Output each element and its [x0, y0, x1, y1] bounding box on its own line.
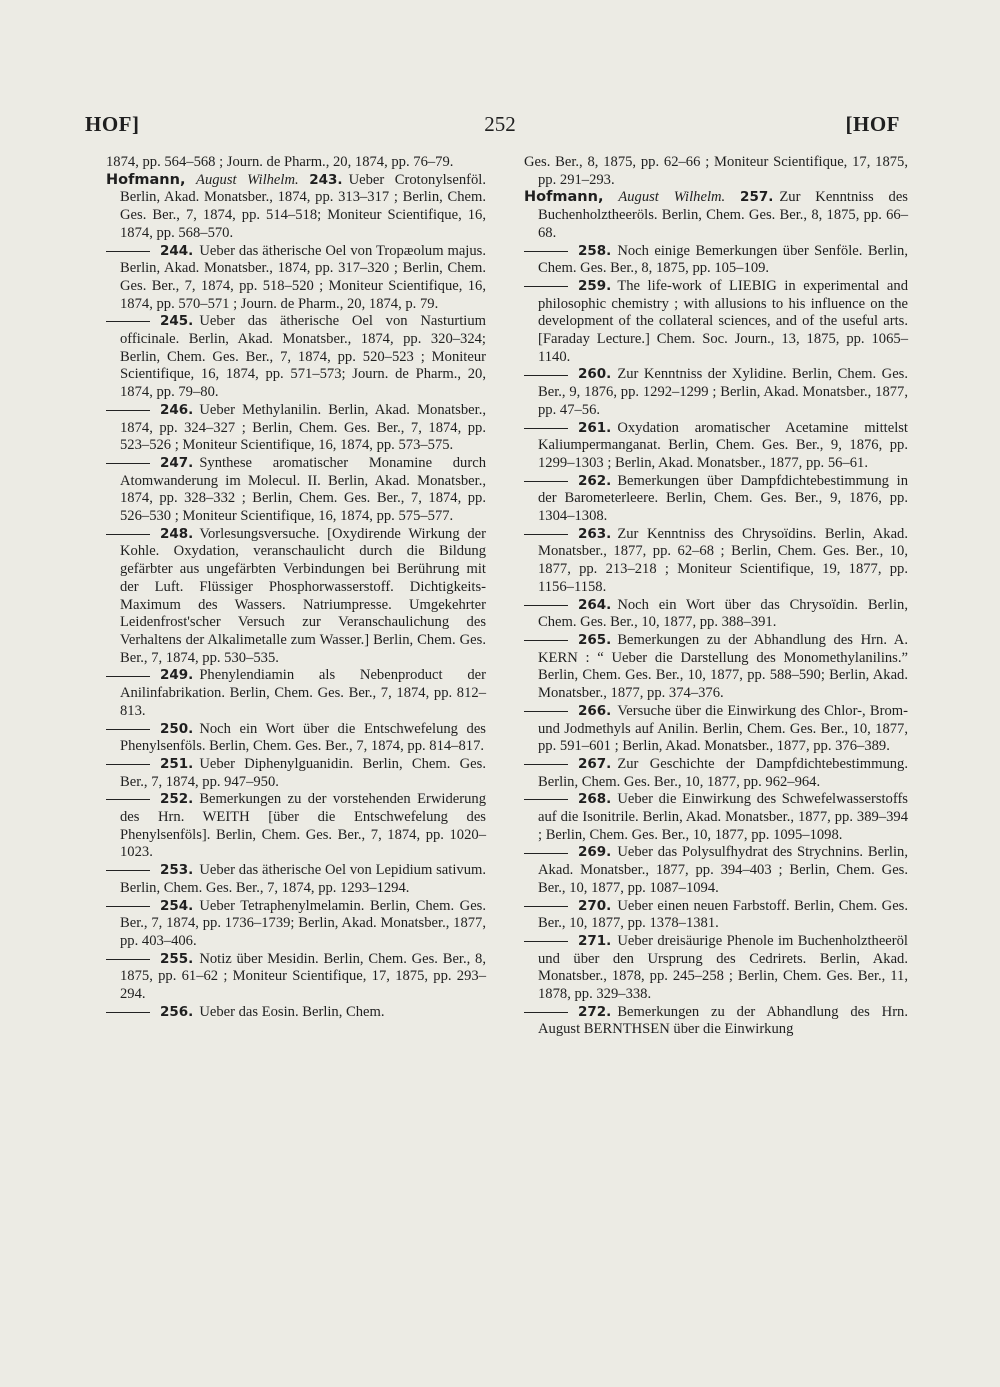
entry-number: 270. — [578, 897, 612, 914]
ditto-dash — [106, 321, 150, 322]
bibliography-entry — [106, 862, 486, 897]
left-column — [106, 154, 486, 1021]
entry-text: The life-work of LIEBIG in experimental and philosophic chemistry ; with allusions to his influence on the development of the collateral sciences, and of the useful arts. [Faraday Lecture.] Chem. Soc. Journ., 13, 1875, pp. 1065–1140. — [538, 277, 908, 365]
entry-text: Ueber das Polysulfhydrat des Strychnins. Berlin, Akad. Monatsber., 1877, pp. 394–403 ; Berlin, Chem. Ges. Ber., 10, 1877, pp. 1087–1094. — [538, 844, 908, 896]
bibliography-entry — [106, 898, 486, 951]
entry-number: 268. — [578, 791, 612, 808]
ditto-dash — [524, 605, 568, 606]
ditto-dash — [106, 251, 150, 252]
entry-text: Ueber das ätherische Oel von Lepidium sativum. Berlin, Chem. Ges. Ber., 7, 1874, pp. 1293–1294. — [120, 862, 486, 896]
entry-text: Bemerkungen über Dampfdichtebestimmung in der Barometerleere. Berlin, Chem. Ges. Ber., 9, 1876, pp. 1304–1308. — [538, 472, 908, 525]
entry-number: 248. — [160, 525, 194, 542]
bibliography-entry — [524, 632, 908, 703]
ditto-dash — [106, 534, 150, 535]
bibliography-entry — [524, 1004, 908, 1039]
bibliography-entry — [524, 844, 908, 897]
ditto-dash — [524, 428, 568, 429]
entry-text: Noch ein Wort über die Entschwefelung des Phenylsenföls. Berlin, Chem. Ges. Ber., 7, 1874, pp. 814–817. — [120, 720, 486, 755]
entry-text: Bemerkungen zu der Abhandlung des Hrn. A. KERN : “ Ueber die Darstellung des Monomethylanilins.” Berlin, Chem. Ges. Ber., 10, 1877, pp. 588–590; Berlin, Akad. Monatsber., 1877, pp. 374–376. — [538, 631, 908, 702]
entry-number: 244. — [160, 242, 194, 259]
continued-entry: 1874, pp. 564–568 ; Journ. de Pharm., 20, 1874, pp. 76–79. — [106, 154, 454, 170]
ditto-dash — [524, 1012, 568, 1013]
entry-text: Versuche über die Einwirkung des Chlor-, Brom- und Jodmethyls auf Anilin. Berlin, Chem. Ges. Ber., 10, 1877, pp. 591–601 ; Berlin, Akad. Monatsber., 1877, pp. 376–389. — [538, 702, 908, 755]
ditto-dash — [106, 870, 150, 871]
entry-text: Zur Geschichte der Dampfdichtebestimmung. Berlin, Chem. Ges. Ber., 10, 1877, pp. 962–964. — [538, 755, 908, 790]
bibliography-entry — [106, 243, 486, 314]
bibliography-entry — [524, 473, 908, 526]
ditto-dash — [524, 941, 568, 942]
bibliography-entry — [524, 420, 908, 473]
bibliography-entry — [524, 526, 908, 597]
entry-text: Noch ein Wort über das Chrysoïdin. Berlin, Chem. Ges. Ber., 10, 1877, pp. 388–391. — [538, 596, 908, 631]
entry-number: 263. — [578, 525, 612, 542]
left-entry-list — [106, 243, 486, 1022]
ditto-dash — [524, 799, 568, 800]
entry-text: Ueber Tetraphenylmelamin. Berlin, Chem. Ges. Ber., 7, 1874, pp. 1736–1739; Berlin, Akad. Monatsber., 1877, pp. 403–406. — [120, 897, 486, 949]
author-given-name: August Wilhelm. — [196, 171, 299, 188]
running-head-left: HOF] — [85, 112, 140, 136]
bibliography-entry — [524, 366, 908, 419]
entry-number: 272. — [578, 1003, 612, 1020]
entry-text: Zur Kenntniss des Chrysoïdins. Berlin, Akad. Monatsber., 1877, pp. 62–68 ; Berlin, Chem. Ges. Ber., 10, 1877, pp. 213–218 ; Moniteur Scientifique, 19, 1877, pp. 1156–1158. — [538, 525, 908, 595]
entry-number: 255. — [160, 950, 194, 967]
bibliography-entry — [524, 703, 908, 756]
ditto-dash — [106, 729, 150, 730]
bibliography-entry — [106, 313, 486, 402]
ditto-dash — [106, 764, 150, 765]
bibliography-entry — [524, 933, 908, 1004]
bibliography-entry — [106, 951, 486, 1004]
entry-text: Noch einige Bemerkungen über Senföle. Berlin, Chem. Ges. Ber., 8, 1875, pp. 105–109. — [538, 242, 908, 277]
author-surname: Hofmann, — [524, 189, 604, 206]
entry-number: 249. — [160, 667, 194, 684]
continued-entry: Ges. Ber., 8, 1875, pp. 62–66 ; Moniteur Scientifique, 17, 1875, pp. 291–293. — [524, 154, 908, 188]
entry-text: Ueber Diphenylguanidin. Berlin, Chem. Ges. Ber., 7, 1874, pp. 947–950. — [120, 755, 486, 790]
bibliography-entry — [106, 1004, 486, 1022]
entry-text: Oxydation aromatischer Acetamine mittelst Kaliumpermanganat. Berlin, Chem. Ges. Ber., 9, 1876, pp. 1299–1303 ; Berlin, Akad. Monatsber., 1877, pp. 56–61. — [538, 419, 908, 471]
entry-text: Ueber die Einwirkung des Schwefelwasserstoffs auf die Isonitrile. Berlin, Akad. Monatsber., 1877, pp. 389–394 ; Berlin, Chem. Ges. Ber., 10, 1877, pp. 1095–1098. — [538, 791, 908, 843]
entry-number: 247. — [160, 454, 194, 471]
entry-number: 253. — [160, 862, 194, 879]
bibliography-entry — [106, 791, 486, 862]
bibliography-entry — [524, 898, 908, 933]
ditto-dash — [524, 481, 568, 482]
bibliography-entry — [106, 721, 486, 756]
entry-number: 257. — [740, 189, 774, 206]
bibliography-entry — [106, 667, 486, 720]
entry-number: 256. — [160, 1003, 194, 1020]
page-number: 252 — [484, 112, 516, 136]
entry-number: 262. — [578, 472, 612, 489]
entry-number: 245. — [160, 313, 194, 330]
ditto-dash — [524, 286, 568, 287]
entry-number: 258. — [578, 242, 612, 259]
entry-text: Zur Kenntniss der Xylidine. Berlin, Chem. Ges. Ber., 9, 1876, pp. 1292–1299 ; Berlin, Akad. Monatsber., 1877, pp. 47–56. — [538, 366, 908, 418]
ditto-dash — [106, 1012, 150, 1013]
entry-text: Bemerkungen zu der Abhandlung des Hrn. August BERNTHSEN über die Einwirkung — [538, 1003, 908, 1038]
entry-number: 267. — [578, 755, 612, 772]
ditto-dash — [524, 711, 568, 712]
entry-text: Ueber das ätherische Oel von Tropæolum majus. Berlin, Akad. Monatsber., 1874, pp. 317–320 ; Berlin, Chem. Ges. Ber., 7, 1874, pp. 518–520 ; Moniteur Scientifique, 16, 1874, pp. 570–571 ; Journ. de Pharm., 20, 1874, p. 79. — [120, 242, 486, 312]
entry-text: Ueber das Eosin. Berlin, Chem. — [199, 1003, 385, 1020]
entry-number: 254. — [160, 897, 194, 914]
bibliography-entry — [524, 756, 908, 791]
ditto-dash — [106, 799, 150, 800]
ditto-dash — [524, 906, 568, 907]
bibliography-entry — [524, 791, 908, 844]
entry-text: Vorlesungsversuche. [Oxydirende Wirkung der Kohle. Oxydation, veranschaulicht durch die Bildung gefärbter aus ungefärbten Verbindungen bei Berührung mit der Luft. Flüssiger Phosphorwasserstoff. Dichtigkeits-Maximum des Wassers. Natriumpresse. Umgekehrter Leidenfrost'scher Versuch zur Veranschaulichung des Verhaltens der Alkalimetalle zum Wasser.] Berlin, Chem. Ges. Ber., 7, 1874, pp. 530–535. — [120, 525, 486, 666]
entry-text: Synthese aromatischer Monamine durch Atomwanderung im Molecul. II. Berlin, Akad. Monatsber., 1874, pp. 328–332 ; Berlin, Chem. Ges. Ber., 7, 1874, pp. 526–530 ; Moniteur Scientifique, 16, 1874, pp. 575–577. — [120, 454, 486, 525]
entry-number: 246. — [160, 401, 194, 418]
entry-text: Ueber das ätherische Oel von Nasturtium officinale. Berlin, Akad. Monatsber., 1874, pp. 320–324; Berlin, Chem. Ges. Ber., 7, 1874, pp. 520–523 ; Moniteur Scientifique, 16, 1874, pp. 571–573; Journ. de Pharm., 20, 1874, pp. 79–80. — [120, 313, 486, 401]
ditto-dash — [524, 375, 568, 376]
ditto-dash — [524, 534, 568, 535]
entry-text: Bemerkungen zu der vorstehenden Erwiderung des Hrn. WEITH [über die Entschwefelung des Phenylsenföls]. Berlin, Chem. Ges. Ber., 7, 1874, pp. 1020–1023. — [120, 791, 486, 861]
ditto-dash — [106, 906, 150, 907]
entry-number: 260. — [578, 366, 612, 383]
author-surname: Hofmann, — [106, 171, 186, 188]
entry-text: Ueber Methylanilin. Berlin, Akad. Monatsber., 1874, pp. 324–327 ; Berlin, Chem. Ges. Ber., 7, 1874, pp. 523–526 ; Moniteur Scientifique, 16, 1874, pp. 573–575. — [120, 401, 486, 454]
entry-text: Zur Kenntniss des Buchenholztheeröls. Berlin, Chem. Ges. Ber., 8, 1875, pp. 66–68. — [538, 189, 908, 241]
author-entry — [524, 189, 908, 242]
bibliography-entry — [524, 278, 908, 367]
right-entry-list — [524, 243, 908, 1040]
entry-number: 251. — [160, 755, 194, 772]
author-given-name: August Wilhelm. — [618, 189, 726, 206]
entry-number: 261. — [578, 419, 612, 436]
entry-text: Ueber Crotonylsenföl. Berlin, Akad. Monatsber., 1874, pp. 313–317 ; Berlin, Chem. Ges. Ber., 7, 1874, pp. 514–518; Moniteur Scientifique, 16, 1874, pp. 568–570. — [120, 171, 486, 241]
bibliography-entry — [106, 756, 486, 791]
ditto-dash — [106, 676, 150, 677]
bibliography-entry — [106, 455, 486, 526]
bibliography-entry — [106, 526, 486, 668]
entry-number: 252. — [160, 791, 194, 808]
bibliography-entry — [524, 597, 908, 632]
ditto-dash — [106, 463, 150, 464]
entry-number: 265. — [578, 631, 612, 648]
entry-text: Phenylendiamin als Nebenproduct der Anilinfabrikation. Berlin, Chem. Ges. Ber., 7, 1874, pp. 812–813. — [120, 667, 486, 719]
bibliography-entry — [524, 243, 908, 278]
entry-number: 271. — [578, 932, 612, 949]
author-entry — [106, 172, 486, 243]
ditto-dash — [106, 959, 150, 960]
ditto-dash — [524, 251, 568, 252]
running-head-right: [HOF — [845, 112, 900, 136]
bibliography-entry — [106, 402, 486, 455]
entry-text: Notiz über Mesidin. Berlin, Chem. Ges. Ber., 8, 1875, pp. 61–62 ; Moniteur Scientifique, 17, 1875, pp. 293–294. — [120, 950, 486, 1003]
entry-number: 266. — [578, 702, 612, 719]
ditto-dash — [524, 640, 568, 641]
entry-number: 259. — [578, 277, 612, 294]
entry-number: 250. — [160, 720, 194, 737]
entry-number: 243. — [309, 171, 343, 188]
right-column — [524, 154, 908, 1039]
entry-number: 269. — [578, 844, 612, 861]
ditto-dash — [106, 410, 150, 411]
entry-number: 264. — [578, 596, 612, 613]
ditto-dash — [524, 764, 568, 765]
entry-text: Ueber einen neuen Farbstoff. Berlin, Chem. Ges. Ber., 10, 1877, pp. 1378–1381. — [538, 897, 908, 932]
entry-text: Ueber dreisäurige Phenole im Buchenholztheeröl und über den Ursprung des Cedrirets. Berlin, Akad. Monatsber., 1878, pp. 245–258 ; Berlin, Chem. Ges. Ber., 11, 1878, pp. 329–338. — [538, 932, 908, 1003]
ditto-dash — [524, 853, 568, 854]
